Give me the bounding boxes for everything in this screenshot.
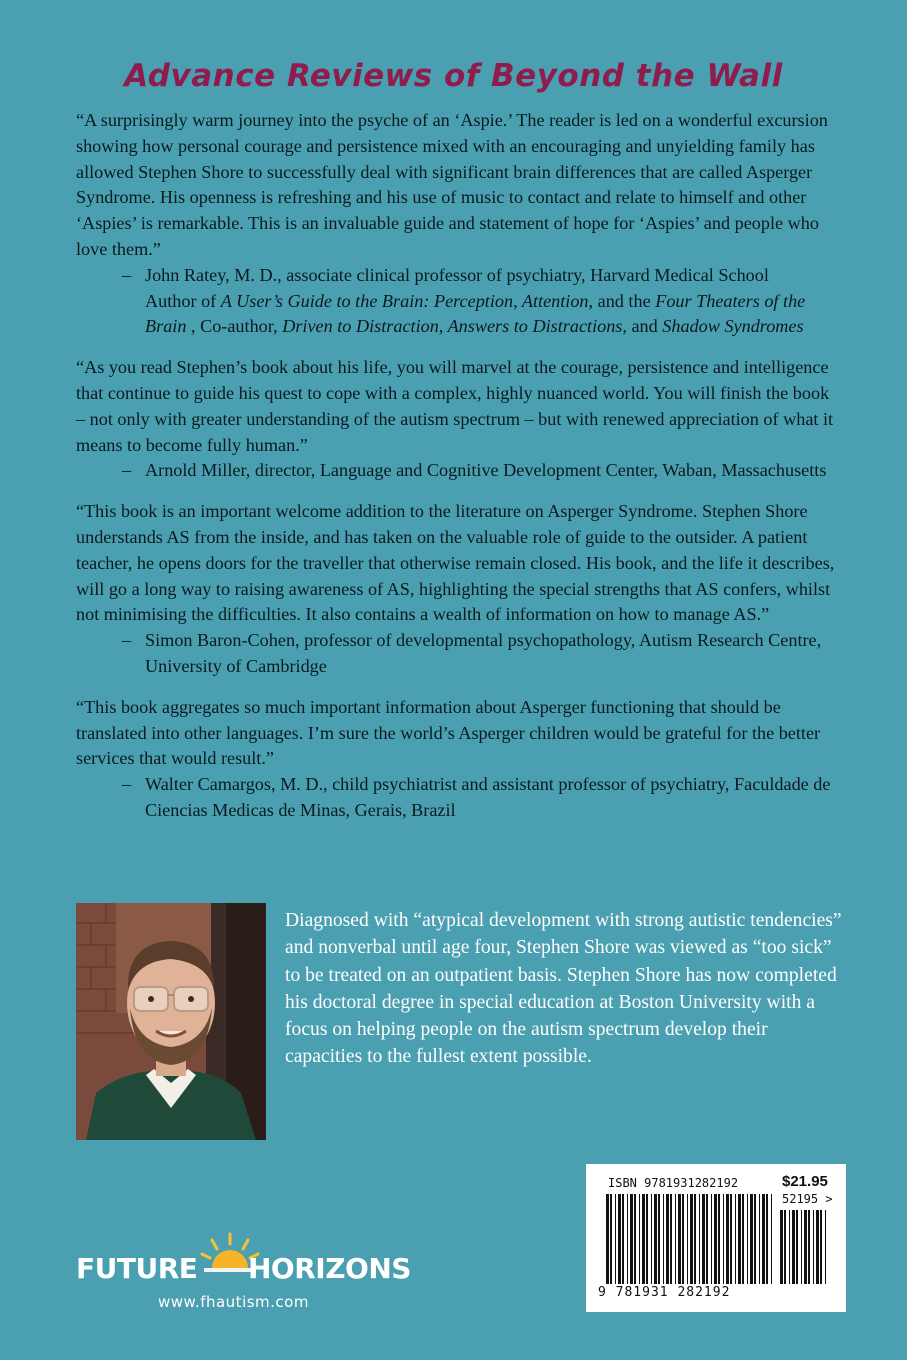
book-title: Driven to Distraction, Answers to Distractions,	[282, 316, 627, 337]
barcode-bar	[627, 1194, 628, 1284]
attribution-prefix: Author of	[145, 290, 221, 311]
barcode-bar	[813, 1210, 814, 1284]
barcode-bar	[816, 1210, 819, 1284]
barcode-bar	[642, 1194, 645, 1284]
review-attribution	[76, 628, 836, 680]
barcode-bar	[759, 1194, 760, 1284]
barcode-bar	[762, 1194, 765, 1284]
barcode-bar	[714, 1194, 717, 1284]
barcode-bar	[747, 1194, 748, 1284]
barcode-bar	[804, 1210, 807, 1284]
attribution-text: Walter Camargos, M. D., child psychiatrist and assistant professor of psychiatry, Faculdade de Ciencias Medicas de Minas, Gerais, Brazil	[145, 774, 831, 820]
publisher-logo	[76, 1230, 436, 1325]
barcode-bar	[615, 1194, 616, 1284]
price-barcode-bars	[780, 1210, 828, 1284]
barcode-bar	[610, 1194, 612, 1284]
ean-digits: 9 781931 282192	[598, 1285, 731, 1300]
attribution-text: Simon Baron-Cohen, professor of developmental psychopathology, Autism Research Centre, University of Cambridge	[145, 630, 822, 676]
barcode-bar	[738, 1194, 741, 1284]
publisher-url: www.fhautism.com	[158, 1293, 309, 1311]
barcode-bar	[630, 1194, 633, 1284]
barcode-bar	[663, 1194, 664, 1284]
price-label: $21.95	[782, 1173, 828, 1190]
author-bio: Diagnosed with “atypical development with strong autistic tendencies” and nonverbal until age four, Stephen Shore was viewed as “too sick” to be treated on an outpatient basis. Stephen Shore has now completed his doctoral degree in special education at Boston University with a focus on helping people on the autism spectrum develop their capacities to the fullest extent possible.	[285, 910, 842, 1068]
attribution-dash: –	[122, 630, 132, 651]
barcode-bar	[723, 1194, 724, 1284]
barcode-bar	[699, 1194, 700, 1284]
barcode-bar	[796, 1210, 798, 1284]
attribution-connector: and	[626, 316, 663, 337]
barcode-bar	[658, 1194, 660, 1284]
barcode-bar	[792, 1210, 795, 1284]
barcode-bar	[678, 1194, 681, 1284]
barcode-bar	[622, 1194, 624, 1284]
review-camargos	[76, 695, 836, 824]
barcode-bar	[726, 1194, 729, 1284]
barcode-bar	[801, 1210, 802, 1284]
barcode-bar	[766, 1194, 768, 1284]
barcode-bar	[718, 1194, 720, 1284]
barcode-bar	[702, 1194, 705, 1284]
barcode-bar	[639, 1194, 640, 1284]
barcode-bar	[654, 1194, 657, 1284]
book-title: Shadow Syndromes	[662, 316, 804, 337]
barcode-bar	[820, 1210, 822, 1284]
attribution-dash: –	[122, 264, 132, 285]
attribution-connector: , and the	[588, 290, 656, 311]
barcode-bar	[754, 1194, 756, 1284]
book-title: A User’s Guide to the Brain: Perception, Attention	[220, 290, 589, 311]
attribution-dash: –	[122, 460, 132, 481]
barcode-bar	[780, 1210, 783, 1284]
author-photo	[76, 903, 266, 1140]
barcode-bar	[666, 1194, 669, 1284]
barcode-bar	[771, 1194, 772, 1284]
barcode-bar	[646, 1194, 648, 1284]
barcode-bar	[694, 1194, 696, 1284]
barcode-bar	[789, 1210, 790, 1284]
review-quote: “A surprisingly warm journey into the psyche of an ‘Aspie.’ The reader is led on a wonderful excursion showing how personal courage and persistence mixed with an encouraging and unyielding family has allowed Stephen Shore to successfully deal with significant brain differences that are called Asperger Syndrome. His openness is refreshing and his use of music to contact and relate to himself and other ‘Aspies’ is remarkable. This is an invaluable guide and statement of hope for ‘Aspies’ and people who love them.”	[76, 110, 828, 259]
barcode-bar	[730, 1194, 732, 1284]
barcode-bar	[711, 1194, 712, 1284]
attribution-dash: –	[122, 774, 132, 795]
price-code: 52195 >	[782, 1192, 833, 1206]
barcode-bar	[634, 1194, 636, 1284]
book-title: Four Theaters of the Brain	[145, 290, 806, 337]
isbn-barcode	[586, 1164, 846, 1312]
barcode-bar	[742, 1194, 744, 1284]
isbn-text: ISBN 9781931282192	[608, 1176, 739, 1190]
logo-text-future: FUTURE	[76, 1252, 198, 1285]
review-quote: “This book aggregates so much important information about Asperger functioning that should be translated into other languages. I’m sure the world’s Asperger children would be grateful for the better services that would result.”	[76, 696, 821, 769]
barcode-bar	[808, 1210, 810, 1284]
barcode-bar	[675, 1194, 676, 1284]
barcode-bar	[687, 1194, 688, 1284]
review-quote: “As you read Stephen’s book about his life, you will marvel at the courage, persistence and intelligence that continue to guide his quest to cope with a complex, highly nuanced world. You will finish the book – not only with greater understanding of the autism spectrum – but with renewed appreciation of what it means to become fully human.”	[76, 357, 834, 455]
attribution-text: Arnold Miller, director, Language and Cognitive Development Center, Waban, Massachusetts	[145, 460, 827, 481]
barcode-bar	[706, 1194, 708, 1284]
barcode-bar	[735, 1194, 736, 1284]
barcode-bar	[606, 1194, 609, 1284]
logo-text-horizons: HORIZONS	[248, 1252, 411, 1285]
review-attribution	[76, 458, 836, 484]
reviews-section	[76, 108, 836, 839]
barcode-bar	[750, 1194, 753, 1284]
review-quote: “This book is an important welcome addition to the literature on Asperger Syndrome. Stephen Shore understands AS from the inside, and has taken on the valuable role of guide to the outsider. A patient teacher, he opens doors for the traveller that otherwise remain closed. His book, and the life it describes, will go a long way to raising awareness of AS, highlighting the special strengths that AS confers, whilst not minimising the difficulties. It also contains a wealth of information on how to manage AS.”	[76, 501, 835, 625]
page-title: Advance Reviews of Beyond the Wall	[124, 58, 783, 94]
review-ratey	[76, 108, 836, 340]
barcode-bar	[690, 1194, 693, 1284]
review-miller	[76, 355, 836, 484]
attribution-connector: , Co-author,	[186, 316, 283, 337]
review-baron-cohen	[76, 499, 836, 680]
review-attribution	[76, 263, 836, 340]
barcode-bar	[618, 1194, 621, 1284]
barcode-bar	[825, 1210, 826, 1284]
barcode-bar	[670, 1194, 672, 1284]
barcode-bars	[606, 1194, 774, 1284]
barcode-bar	[682, 1194, 684, 1284]
barcode-bar	[784, 1210, 786, 1284]
review-attribution	[76, 772, 836, 824]
barcode-bar	[651, 1194, 652, 1284]
author-portrait-image	[76, 903, 266, 1140]
attribution-line: John Ratey, M. D., associate clinical professor of psychiatry, Harvard Medical School	[145, 264, 769, 285]
